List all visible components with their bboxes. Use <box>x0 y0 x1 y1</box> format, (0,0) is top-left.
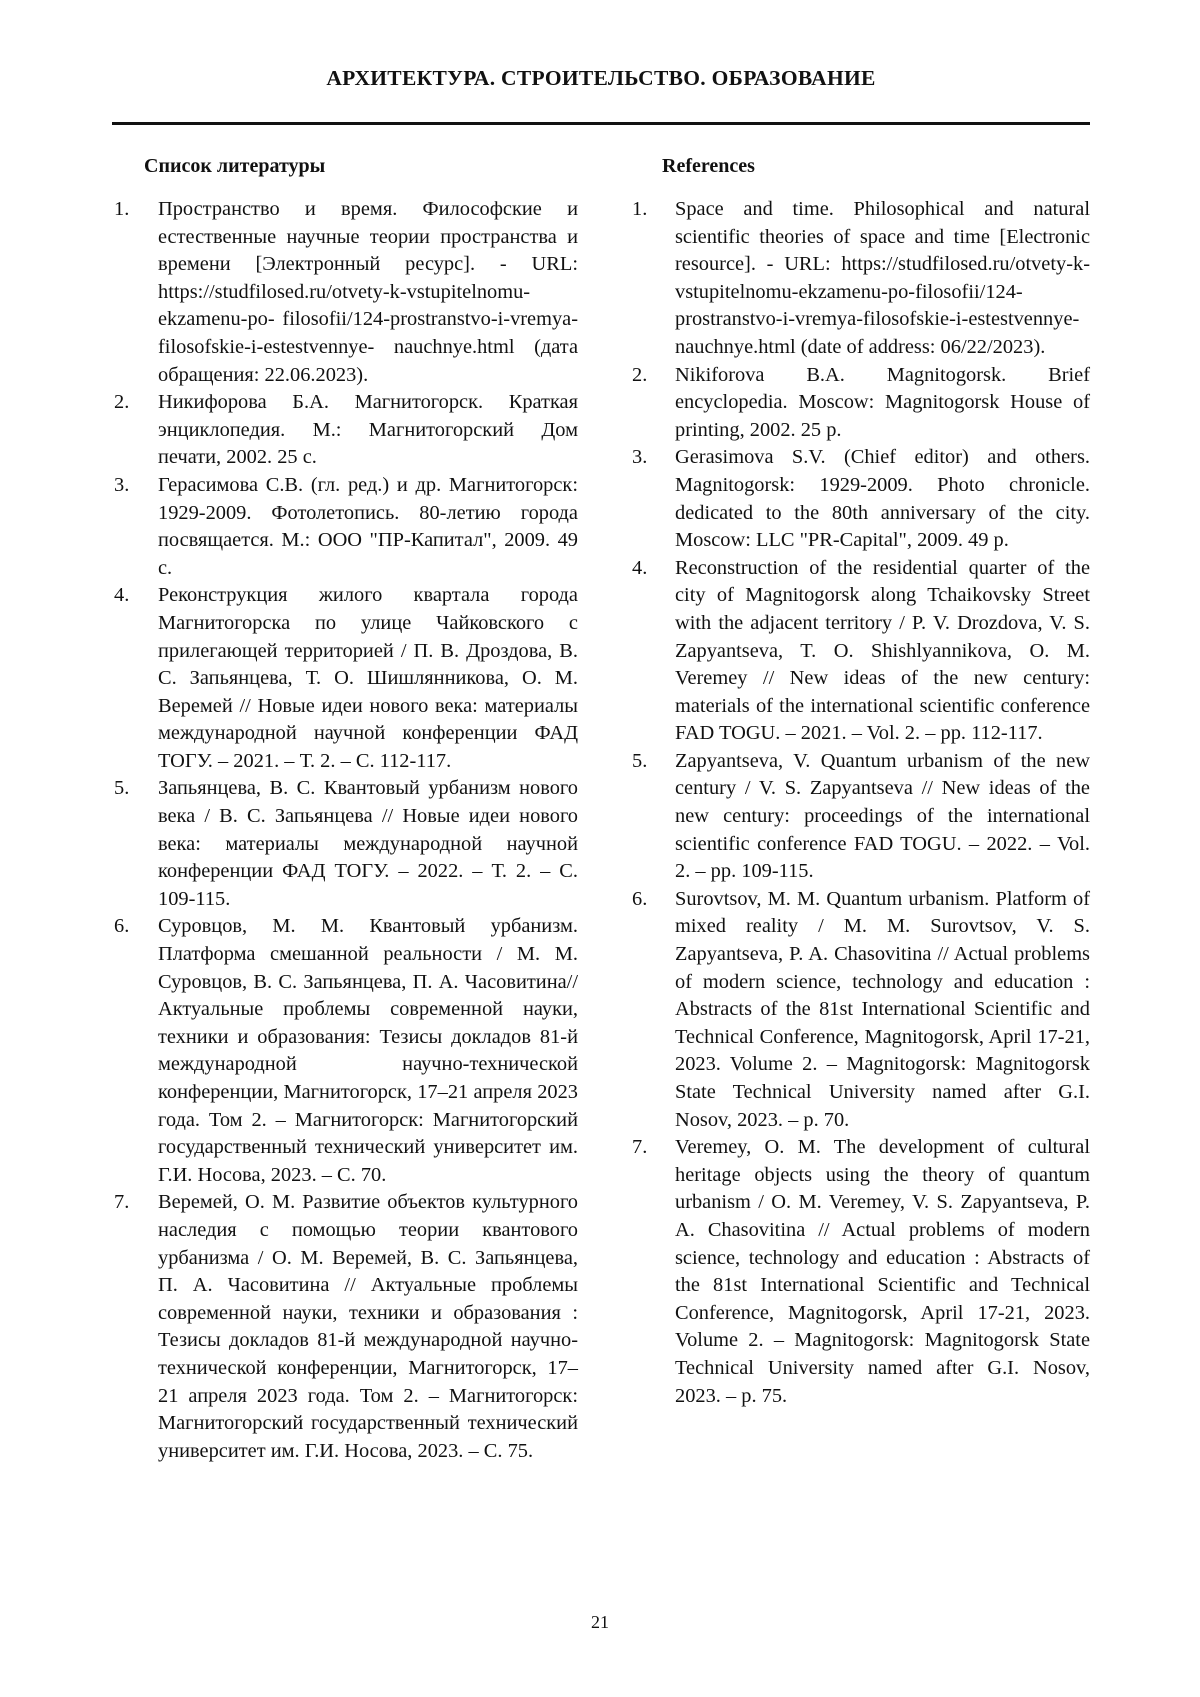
reference-text: Пространство и время. Философские и естественные научные теории пространства и времени [Электронный ресурс]. - URL: https://studfilosed.ru/otvety-k-vstupitelnomu-ekzamenu-po- filosofii/124-prostranstvo-i-vremya-filosofskie-i-estestvennye- nauchnye.html (дата обращения: 22.06.2023). <box>158 198 578 386</box>
reference-item <box>112 1189 578 1465</box>
reference-number: 5. <box>632 749 648 772</box>
reference-item <box>112 582 578 775</box>
reference-number: 3. <box>632 446 648 469</box>
reference-item <box>112 389 578 472</box>
reference-text: Запьянцева, В. С. Квантовый урбанизм нового века / В. С. Запьянцева // Новые идеи нового века: материалы международной научной конференции ФАД ТОГУ. – 2022. – Т. 2. – С. 109-115. <box>158 777 578 910</box>
reference-number: 6. <box>114 915 130 938</box>
page-number: 21 <box>591 1612 609 1632</box>
reference-item <box>630 886 1090 1134</box>
reference-text: Суровцов, М. М. Квантовый урбанизм. Платформа смешанной реальности / М. М. Суровцов, В. С. Запьянцева, П. А. Часовитина// Актуальные проблемы современной науки, техники и образования: Тезисы докладов 81-й международной научно-технической конференции, Магнитогорск, 17–21 апреля 2023 года. Том 2. – Магнитогорск: Магнитогорский государственный технический университет им. Г.И. Носова, 2023. – С. 70. <box>158 915 578 1186</box>
russian-references-column <box>112 152 578 1465</box>
reference-text: Веремей, О. М. Развитие объектов культурного наследия с помощью теории квантового урбанизма / О. М. Веремей, В. С. Запьянцева, П. А. Часовитина // Актуальные проблемы современной науки, техники и образования : Тезисы докладов 81-й международной научно-технической конференции, Магнитогорск, 17–21 апреля 2023 года. Том 2. – Магнитогорск: Магнитогорский государственный технический университет им. Г.И. Носова, 2023. – С. 75. <box>158 1191 578 1462</box>
reference-number: 7. <box>632 1136 648 1159</box>
reference-item <box>112 472 578 582</box>
reference-text: Реконструкция жилого квартала города Магнитогорска по улице Чайковского с прилегающей территорией / П. В. Дроздова, В. С. Запьянцева, Т. О. Шишлянникова, О. М. Веремей // Новые идеи нового века: материалы международной научной конференции ФАД ТОГУ. – 2021. – Т. 2. – С. 112-117. <box>158 584 578 772</box>
reference-text: Никифорова Б.А. Магнитогорск. Краткая энциклопедия. М.: Магнитогорский Дом печати, 2002. 25 с. <box>158 391 578 469</box>
reference-text: Space and time. Philosophical and natural scientific theories of space and time [Electronic resource]. - URL: https://studfilosed.ru/otvety-k-vstupitelnomu-ekzamenu-po-filosofii/124-prostranstvo-i-vremya-filosofskie-i-estestvennye-nauchnye.html (date of address: 06/22/2023). <box>675 198 1090 358</box>
reference-item <box>630 555 1090 748</box>
english-references-title: References <box>662 155 755 177</box>
reference-text: Gerasimova S.V. (Chief editor) and others. Magnitogorsk: 1929-2009. Photo chronicle. dedicated to the 80th anniversary of the city. Moscow: LLC "PR-Capital", 2009. 49 p. <box>675 446 1090 552</box>
reference-number: 1. <box>114 198 130 220</box>
reference-item <box>112 913 578 1189</box>
reference-text: Veremey, O. M. The development of cultural heritage objects using the theory of quantum urbanism / O. M. Veremey, V. S. Zapyantseva, P. A. Chasovitina // Actual problems of modern science, technology and education : Abstracts of the 81st International Scientific and Technical Conference, Magnitogorsk, April 17-21, 2023. Volume 2. – Magnitogorsk: Magnitogorsk State Technical University named after G.I. Nosov, 2023. – p. 75. <box>675 1136 1090 1407</box>
reference-number: 4. <box>114 584 130 607</box>
reference-item <box>630 444 1090 554</box>
header-divider <box>112 122 1090 125</box>
reference-number: 2. <box>632 363 648 386</box>
english-reference-list <box>630 196 1090 1410</box>
reference-number: 2. <box>114 391 130 414</box>
reference-number: 7. <box>114 1191 130 1214</box>
reference-item <box>112 775 578 913</box>
english-references-column <box>630 152 1090 1410</box>
journal-running-header: АРХИТЕКТУРА. СТРОИТЕЛЬСТВО. ОБРАЗОВАНИЕ <box>326 66 876 90</box>
reference-text: Reconstruction of the residential quarter of the city of Magnitogorsk along Tchaikovsky Street with the adjacent territory / P. V. Drozdova, V. S. Zapyantseva, T. O. Shishlyannikova, O. M. Veremey // New ideas of the new century: materials of the international scientific conference FAD TOGU. – 2021. – Vol. 2. – pp. 112-117. <box>675 556 1090 745</box>
reference-text: Герасимова С.В. (гл. ред.) и др. Магнитогорск: 1929-2009. Фотолетопись. 80-летию города посвящается. М.: ООО "ПР-Капитал", 2009. 49 с. <box>158 473 578 579</box>
reference-item <box>630 362 1090 445</box>
reference-item <box>630 1134 1090 1410</box>
reference-number: 4. <box>632 556 648 579</box>
reference-text: Zapyantseva, V. Quantum urbanism of the new century / V. S. Zapyantseva // New ideas of the new century: proceedings of the international scientific conference FAD TOGU. – 2022. – Vol. 2. – pp. 109-115. <box>675 749 1090 883</box>
reference-item <box>630 196 1090 362</box>
reference-text: Surovtsov, M. M. Quantum urbanism. Platform of mixed reality / M. M. Surovtsov, V. S. Zapyantseva, P. A. Chasovitina // Actual problems of modern science, technology and education : Abstracts of the 81st International Scientific and Technical Conference, Magnitogorsk, April 17-21, 2023. Volume 2. – Magnitogorsk: Magnitogorsk State Technical University named after G.I. Nosov, 2023. – p. 70. <box>675 887 1090 1131</box>
reference-number: 5. <box>114 777 130 800</box>
reference-number: 6. <box>632 887 648 910</box>
reference-number: 3. <box>114 473 130 496</box>
reference-text: Nikiforova B.A. Magnitogorsk. Brief encyclopedia. Moscow: Magnitogorsk House of printing, 2002. 25 p. <box>675 363 1090 441</box>
reference-item <box>630 748 1090 886</box>
reference-item <box>112 196 578 389</box>
russian-reference-list <box>112 196 578 1465</box>
russian-references-title: Список литературы <box>144 155 326 177</box>
reference-number: 1. <box>632 198 648 220</box>
